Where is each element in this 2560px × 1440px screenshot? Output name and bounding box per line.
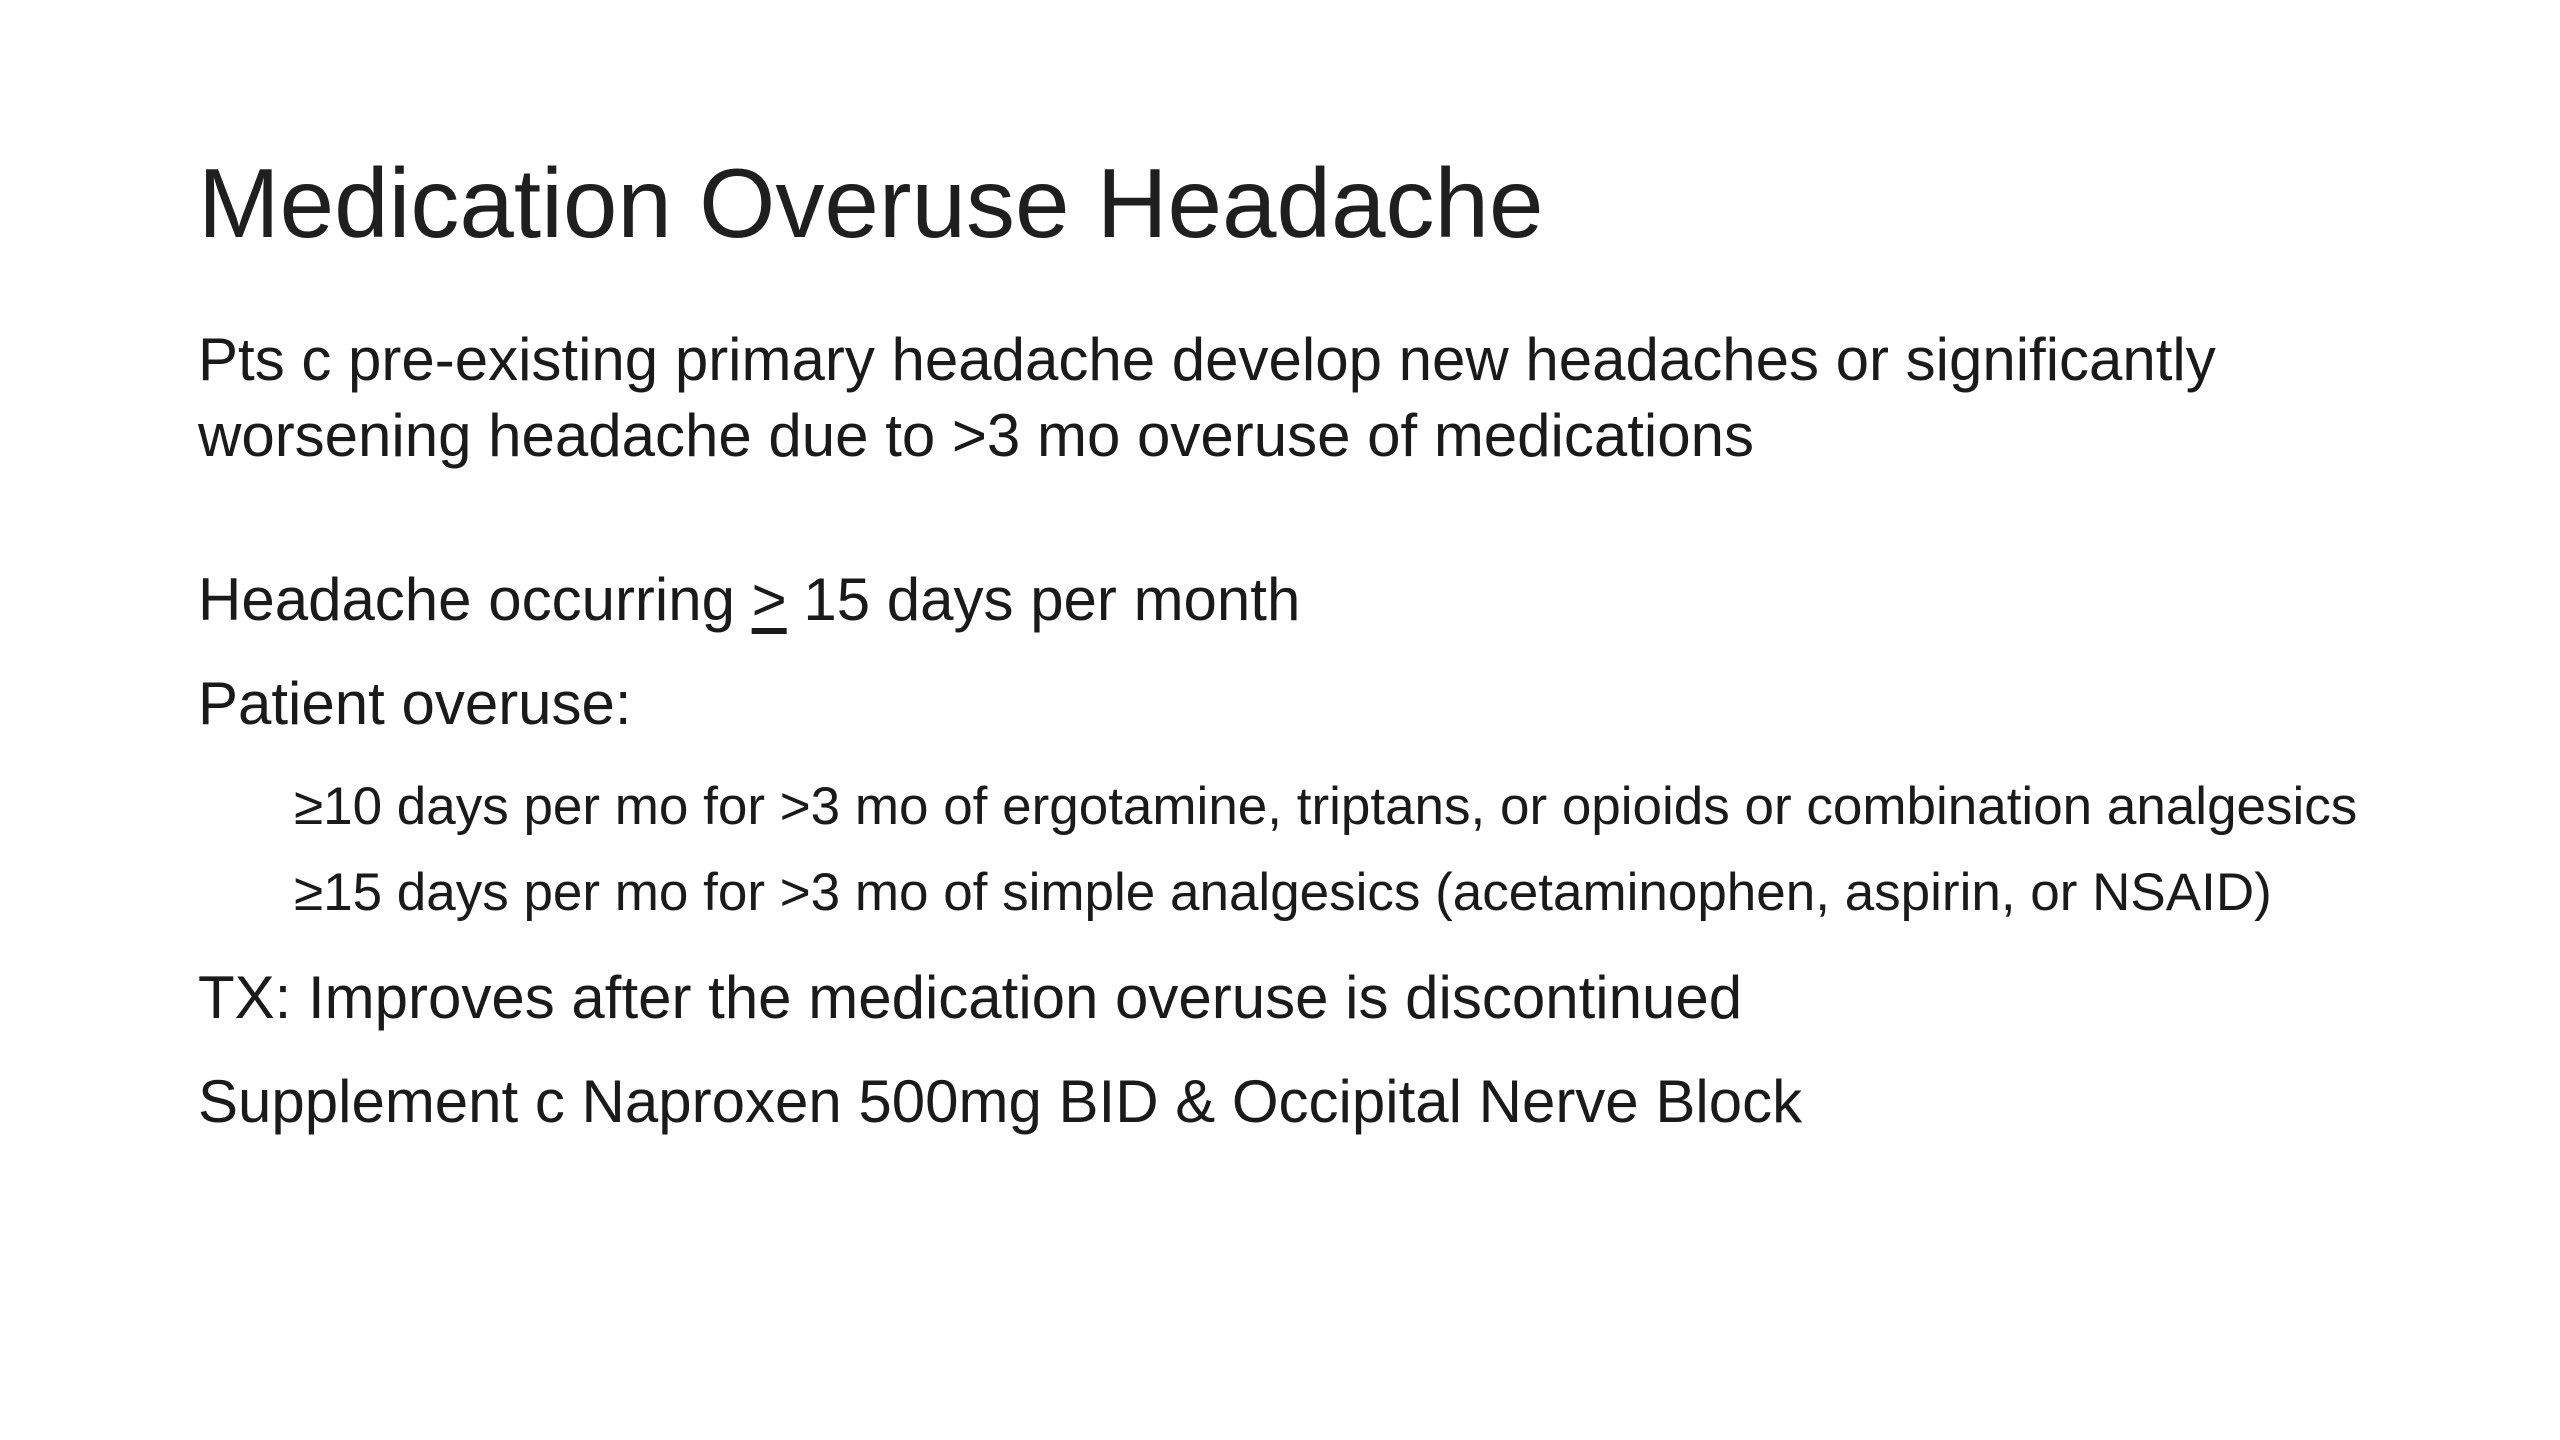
greater-equal-symbol: > <box>751 566 787 633</box>
slide-body <box>198 322 2438 1170</box>
headache-frequency-prefix: Headache occurring <box>198 566 752 633</box>
headache-frequency-line <box>198 564 2438 636</box>
supplement-line: Supplement c Naproxen 500mg BID & Occipital Nerve Block <box>198 1068 1803 1135</box>
headache-frequency-suffix: 15 days per month <box>786 566 1301 633</box>
intro-paragraph: Pts c pre-existing primary headache develop new headaches or significantly worsening headache due to >3 mo overuse of medications <box>198 326 2216 469</box>
overuse-item-simple-analgesics: ≥15 days per mo for >3 mo of simple analgesics (acetaminophen, aspirin, or NSAID) <box>294 863 2272 922</box>
overuse-item-ergotamine: ≥10 days per mo for >3 mo of ergotamine, triptans, or opioids or combination analgesics <box>294 777 2358 836</box>
treatment-line: TX: Improves after the medication overuse is discontinued <box>198 964 1743 1031</box>
patient-overuse-label: Patient overuse: <box>198 670 632 737</box>
slide-title: Medication Overuse Headache <box>198 148 1544 258</box>
